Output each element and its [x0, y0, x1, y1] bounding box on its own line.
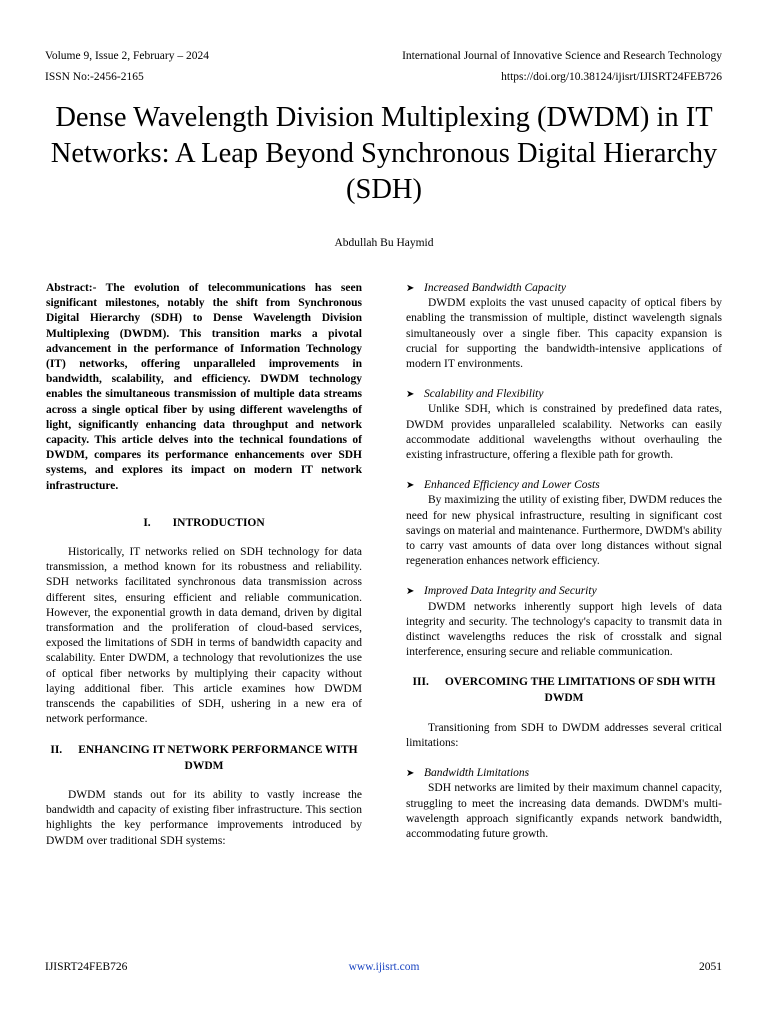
paper-author: Abdullah Bu Haymid	[334, 237, 434, 249]
bullet-body: DWDM exploits the vast unused capacity of optical fibers by enabling the transmission of multiple, distinct wavelength signals simultaneously over a single fiber. This capacity expansion is crucial for supporting the bandwidth-intensive applications of modern IT environments.	[406, 297, 722, 371]
section-title: INTRODUCTION	[172, 516, 265, 529]
bullet-body: DWDM networks inherently support high levels of data integrity and security. The technology's capacity to transmit data in distinct wavelengths reduces the risk of crosstalk and signal interference, ensuring secure and reliable communication.	[406, 600, 722, 659]
section-number: III.	[412, 676, 429, 689]
bullet-body: SDH networks are limited by their maximum channel capacity, struggling to meet the increasing data demands. DWDM's multi-wavelength approach significantly expands network bandwidth, accommodating future growth.	[406, 782, 722, 841]
right-column	[406, 281, 722, 842]
section-title: OVERCOMING THE LIMITATIONS OF SDH WITH DWDM	[444, 676, 716, 704]
abstract: Abstract:- The evolution of telecommunications has seen significant milestones, notably the shift from Synchronous Digital Hierarchy (SDH) to Dense Wavelength Division Multiplexing (DWDM). This transition marks a pivotal advancement in the performance of Information Technology (IT) networks, offering unparalleled improvements in bandwidth, scalability, and efficiency. DWDM technology enables the simultaneous transmission of multiple data streams across a single optical fiber by using different wavelengths of light, significantly enhancing data throughput and network capacity. This article delves into the technical foundations of DWDM, compares its performance enhancements over SDH systems, and explores its impact on modern IT network infrastructure.	[46, 282, 362, 492]
bullet-body: By maximizing the utility of existing fiber, DWDM reduces the need for new physical infrastructure, resulting in significant cost savings on material and maintenance. Furthermore, DWDM's ability to carry vast amounts of data over long distances without signal regeneration enhances network efficiency.	[406, 494, 722, 568]
header-volume: Volume 9, Issue 2, February – 2024	[45, 50, 209, 62]
left-column	[46, 281, 362, 849]
introduction-body: Historically, IT networks relied on SDH technology for data transmission, a method known for its robustness and reliability. SDH networks facilitated synchronous data transmission across different sites, ensuring efficient and reliable communication. However, the exponential growth in data demand, driven by digital transformation and the proliferation of cloud-based services, exposed the limitations of SDH in terms of bandwidth capacity and scalability. Enter DWDM, a technology that revolutionizes the use of optical fiber networks by multiplying their capacity without laying additional fiber. This article examines how DWDM transcends the capabilities of SDH, ushering in a new era of network performance.	[46, 546, 362, 726]
bullet-heading	[406, 584, 722, 599]
bullet-heading	[406, 478, 722, 493]
header-issn: ISSN No:-2456-2165	[45, 71, 144, 83]
bullet-title: Enhanced Efficiency and Lower Costs	[424, 479, 600, 492]
header-doi-link[interactable]: https://doi.org/10.38124/ijisrt/IJISRT24FEB726	[501, 71, 722, 83]
arrow-bullet-icon: ➤	[406, 586, 415, 598]
bullet-title: Increased Bandwidth Capacity	[424, 282, 567, 294]
page-number: 2051	[699, 961, 722, 973]
footer-url[interactable]: www.ijisrt.com	[348, 961, 420, 973]
section-number: I.	[143, 516, 151, 529]
section-heading-introduction	[46, 516, 362, 531]
header-journal: International Journal of Innovative Science and Research Technology	[402, 50, 722, 62]
arrow-bullet-icon: ➤	[406, 480, 415, 492]
section-heading-enhancing	[46, 743, 362, 773]
footer-paper-id: IJISRT24FEB726	[45, 961, 128, 973]
bullet-heading	[406, 387, 722, 402]
bullet-title: Improved Data Integrity and Security	[424, 585, 597, 598]
section-number: II.	[50, 744, 63, 757]
arrow-bullet-icon: ➤	[406, 768, 415, 780]
arrow-bullet-icon: ➤	[406, 283, 415, 294]
paper-title: Dense Wavelength Division Multiplexing (DWDM) in IT Networks: A Leap Beyond Synchronous Digital Hierarchy (SDH)	[50, 102, 718, 205]
bullet-body: Unlike SDH, which is constrained by predefined data rates, DWDM provides unparalleled scalability. Networks can easily accommodate additional wavelengths without overhauling the existing infrastructure, offering a flexible path for growth.	[406, 403, 722, 462]
footer-website-link	[0, 961, 768, 973]
bullet-heading	[406, 766, 722, 781]
bullet-title: Scalability and Flexibility	[424, 388, 544, 401]
section-heading-overcoming	[406, 675, 722, 705]
overcoming-body: Transitioning from SDH to DWDM addresses several critical limitations:	[406, 721, 722, 750]
bullet-title: Bandwidth Limitations	[424, 767, 530, 780]
section-title: ENHANCING IT NETWORK PERFORMANCE WITH DWDM	[78, 744, 358, 772]
arrow-bullet-icon: ➤	[406, 389, 415, 401]
bullet-heading	[406, 281, 722, 296]
enhancing-body: DWDM stands out for its ability to vastly increase the bandwidth and capacity of existing fiber infrastructure. This section highlights the key performance improvements introduced by DWDM over traditional SDH systems:	[46, 788, 362, 847]
